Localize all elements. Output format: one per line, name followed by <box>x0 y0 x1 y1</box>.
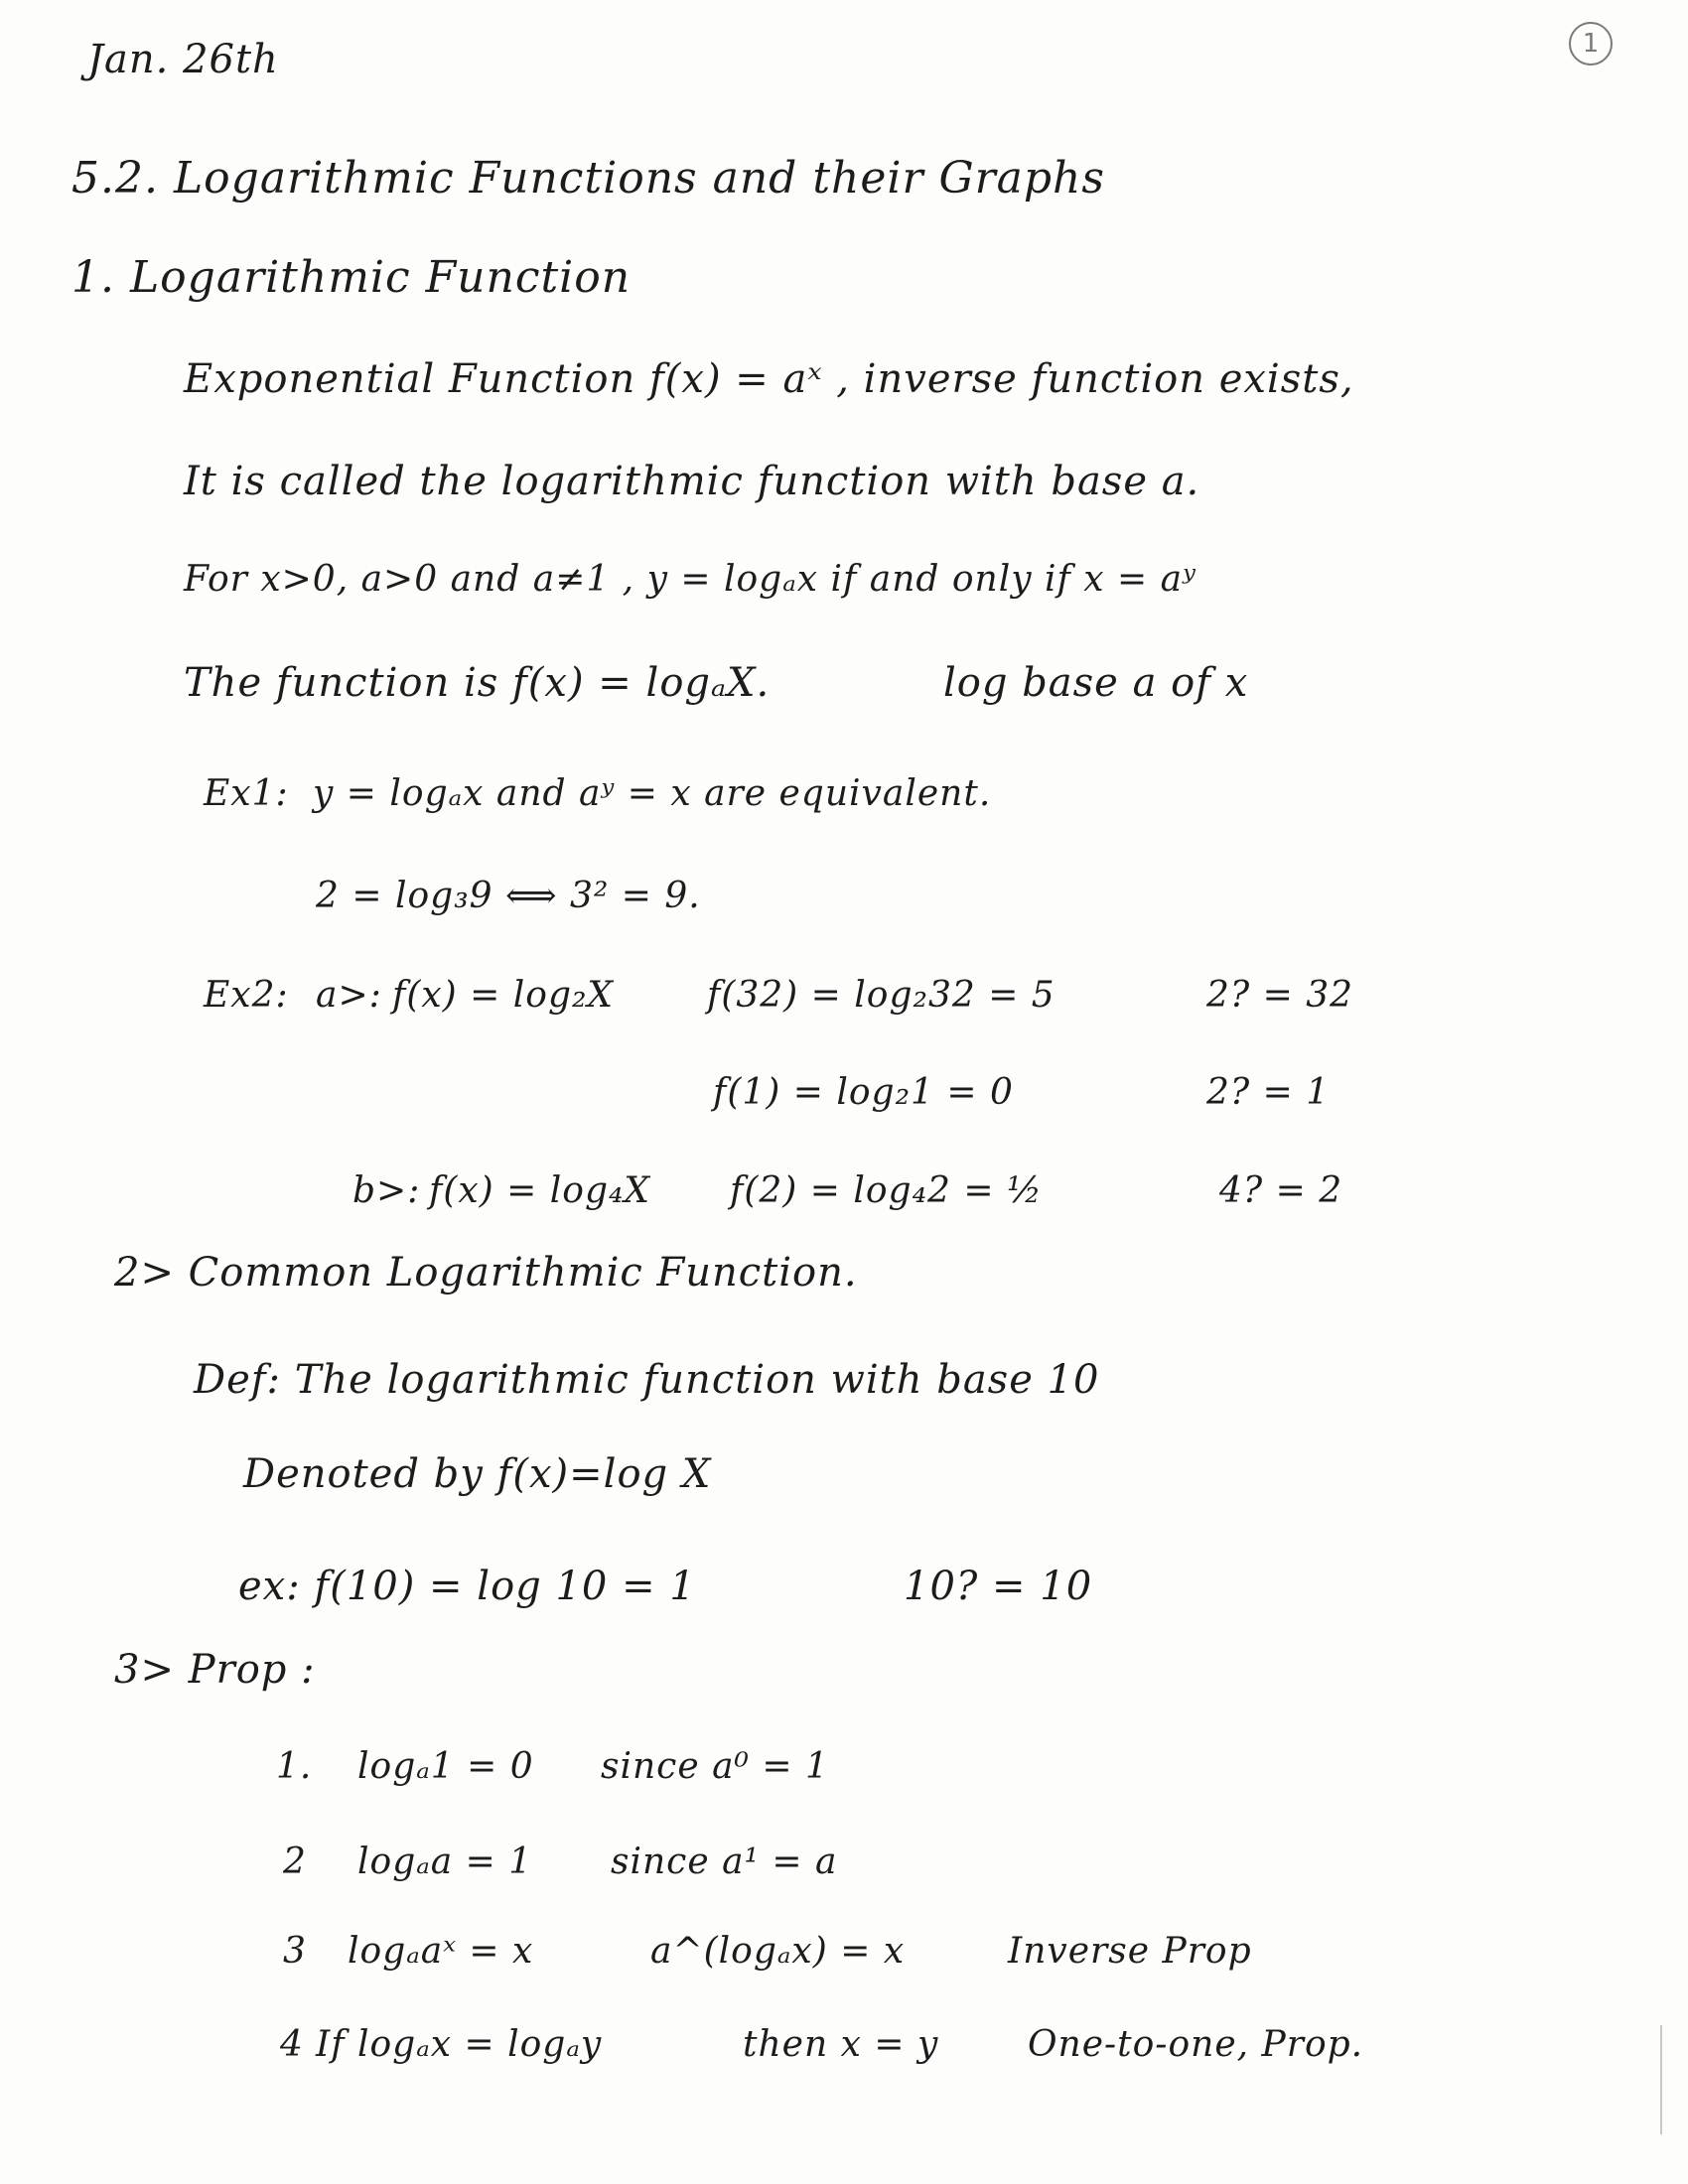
read-as-note: log base a of x <box>943 660 1249 706</box>
ex1-label: Ex1: <box>204 773 289 814</box>
ex2-b-function: f(x) = log₄X <box>429 1170 651 1211</box>
ex1-example: 2 = log₃9 ⟺ 3² = 9. <box>316 876 701 916</box>
property-name: One-to-one, Prop. <box>1028 2024 1364 2065</box>
function-line: The function is f(x) = logₐX. <box>184 660 771 706</box>
common-log-definition: Def: The logarithmic function with base 10 <box>194 1357 1100 1403</box>
ex2-b-check: 4? = 2 <box>1219 1170 1343 1211</box>
ex2-a-eval-1: f(32) = log₂32 = 5 <box>707 975 1055 1016</box>
property-reason: since a¹ = a <box>611 1842 838 1882</box>
property-reason: a^(logₐx) = x <box>650 1931 906 1972</box>
ex2-label: Ex2: <box>204 975 289 1016</box>
condition-line: For x>0, a>0 and a≠1 , y = logₐx if and only if x = aʸ <box>184 559 1196 600</box>
page-number-circle: 1 <box>1569 22 1613 66</box>
ex2-a-label: a>: <box>316 975 382 1016</box>
property-reason: then x = y <box>743 2024 939 2065</box>
common-log-example: ex: f(10) = log 10 = 1 <box>238 1564 696 1609</box>
property-statement: logₐa = 1 <box>357 1842 533 1882</box>
property-number: 3 <box>283 1931 307 1972</box>
property-number: 1. <box>276 1746 313 1787</box>
section1-heading: 1. Logarithmic Function <box>71 252 632 303</box>
exponential-line: Exponential Function f(x) = aˣ , inverse function exists, <box>184 356 1354 402</box>
common-log-example-check: 10? = 10 <box>904 1564 1093 1609</box>
property-name: Inverse Prop <box>1008 1931 1252 1972</box>
ex2-a-check-2: 2? = 1 <box>1206 1072 1331 1113</box>
date: Jan. 26th <box>87 37 279 82</box>
ex2-b-eval: f(2) = log₄2 = ½ <box>730 1170 1043 1211</box>
ex1-text: y = logₐx and aʸ = x are equivalent. <box>313 773 992 814</box>
scan-edge-mark <box>1660 2025 1662 2134</box>
called-line: It is called the logarithmic function with base a. <box>184 459 1200 504</box>
section2-heading: 2> Common Logarithmic Function. <box>114 1250 858 1296</box>
property-statement: logₐ1 = 0 <box>357 1746 534 1787</box>
property-number: 2 <box>283 1842 307 1882</box>
property-statement: logₐaˣ = x <box>348 1931 534 1972</box>
ex2-a-function: f(x) = log₂X <box>392 975 615 1016</box>
ex2-b-label: b>: <box>352 1170 421 1211</box>
common-log-notation: Denoted by f(x)=log X <box>243 1451 712 1497</box>
section3-heading: 3> Prop : <box>114 1647 316 1693</box>
property-reason: since a⁰ = 1 <box>601 1746 829 1787</box>
ex2-a-eval-2: f(1) = log₂1 = 0 <box>713 1072 1014 1113</box>
property-number: 4 <box>280 2024 304 2065</box>
ex2-a-check-1: 2? = 32 <box>1206 975 1354 1016</box>
property-statement: If logₐx = logₐy <box>316 2024 603 2065</box>
page-title: 5.2. Logarithmic Functions and their Graphs <box>71 153 1105 204</box>
